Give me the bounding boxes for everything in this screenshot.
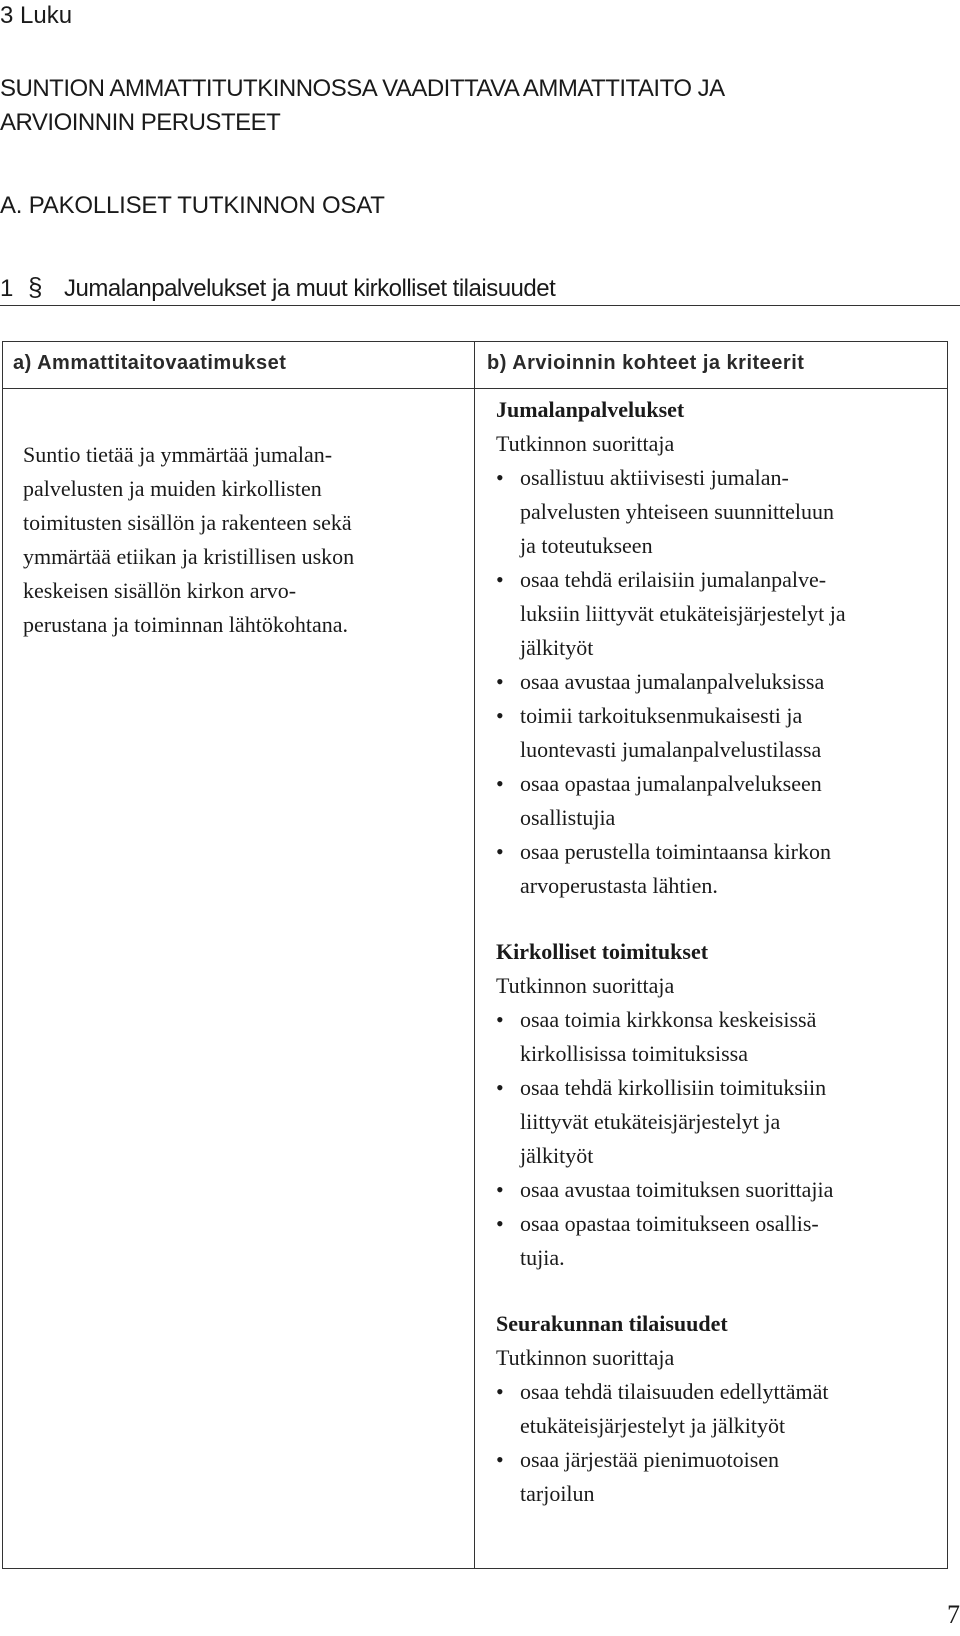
list-item xyxy=(496,1375,936,1443)
criteria-list xyxy=(496,1375,936,1511)
part-heading: A. PAKOLLISET TUTKINNON OSAT xyxy=(0,192,385,219)
list-item-line: jälkityöt xyxy=(520,635,594,660)
list-item-line: • osaa avustaa toimituksen suorittajia xyxy=(520,1177,834,1202)
group-subtitle: Tutkinnon suorittaja xyxy=(496,973,675,998)
requirements-line: perustana ja toiminnan lähtökohtana. xyxy=(23,612,349,637)
criteria-list xyxy=(496,1003,936,1275)
criteria-group-parish-events xyxy=(496,1307,936,1511)
list-item-line: • osaa opastaa toimitukseen osallis- xyxy=(520,1211,819,1236)
section-title: Jumalanpalvelukset ja muut kirkolliset tilaisuudet xyxy=(64,275,556,302)
list-item xyxy=(496,767,936,835)
criteria-list xyxy=(496,461,936,903)
criteria-column xyxy=(496,393,936,1543)
list-item xyxy=(496,835,936,903)
requirements-line: Suntio tietää ja ymmärtää jumalan- xyxy=(23,442,333,467)
list-item-line: jälkityöt xyxy=(520,1143,594,1168)
list-item-line: • toimii tarkoituksenmukaisesti ja xyxy=(520,703,803,728)
list-item-line: • osaa opastaa jumalanpalvelukseen xyxy=(520,771,822,796)
list-item-line: • osaa toimia kirkkonsa keskeisissä xyxy=(520,1007,817,1032)
list-item-line: osallistujia xyxy=(520,805,616,830)
list-item-line: tarjoilun xyxy=(520,1481,595,1506)
page-number: 7 xyxy=(947,1600,960,1629)
list-item-line: • osallistuu aktiivisesti jumalan- xyxy=(520,465,789,490)
requirements-line: toimitusten sisällön ja rakenteen sekä xyxy=(23,510,352,535)
column-header-criteria: b) Arvioinnin kohteet ja kriteerit xyxy=(487,352,805,374)
list-item-line: arvoperustasta lähtien. xyxy=(520,873,718,898)
group-title: Seurakunnan tilaisuudet xyxy=(496,1311,728,1336)
list-item xyxy=(496,1207,936,1275)
criteria-table xyxy=(2,341,948,1569)
list-item-line: kirkollisissa toimituksissa xyxy=(520,1041,748,1066)
requirements-text xyxy=(23,438,463,642)
group-subtitle: Tutkinnon suorittaja xyxy=(496,431,675,456)
requirements-line: ymmärtää etiikan ja kristillisen uskon xyxy=(23,544,355,569)
list-item-line: etukäteisjärjestelyt ja jälkityöt xyxy=(520,1413,786,1438)
column-divider xyxy=(474,342,475,1568)
section-number: 1 xyxy=(0,275,13,302)
list-item-line: luksiin liittyvät etukäteisjärjestelyt ja xyxy=(520,601,846,626)
list-item-line: • osaa järjestää pienimuotoisen xyxy=(520,1447,780,1472)
group-title: Kirkolliset toimitukset xyxy=(496,939,709,964)
list-item-line: luontevasti jumalanpalvelustilassa xyxy=(520,737,822,762)
requirements-line: keskeisen sisällön kirkon arvo- xyxy=(23,578,297,603)
list-item xyxy=(496,665,936,699)
group-title: Jumalanpalvelukset xyxy=(496,397,685,422)
list-item-line: ja toteutukseen xyxy=(520,533,653,558)
list-item xyxy=(496,1443,936,1511)
section-heading xyxy=(0,272,555,303)
list-item xyxy=(496,563,936,665)
list-item-line: • osaa avustaa jumalanpalveluksissa xyxy=(520,669,825,694)
list-item xyxy=(496,1071,936,1173)
list-item xyxy=(496,461,936,563)
section-symbol: § xyxy=(28,272,42,302)
main-title-line: ARVIOINNIN PERUSTEET xyxy=(0,109,281,136)
requirements-line: palvelusten ja muiden kirkollisten xyxy=(23,476,322,501)
group-subtitle: Tutkinnon suorittaja xyxy=(496,1345,675,1370)
list-item xyxy=(496,1003,936,1071)
list-item-line: • osaa perustella toimintaansa kirkon xyxy=(520,839,831,864)
criteria-group-ceremonies xyxy=(496,935,936,1275)
header-rule xyxy=(3,388,947,389)
main-title xyxy=(0,72,920,140)
list-item-line: liittyvät etukäteisjärjestelyt ja xyxy=(520,1109,781,1134)
list-item-line: • osaa tehdä kirkollisiin toimituksiin xyxy=(520,1075,827,1100)
list-item xyxy=(496,1173,936,1207)
list-item-line: palvelusten yhteiseen suunnitteluun xyxy=(520,499,835,524)
list-item-line: tujia. xyxy=(520,1245,565,1270)
column-header-requirements: a) Ammattitaitovaatimukset xyxy=(13,352,287,374)
list-item-line: • osaa tehdä tilaisuuden edellyttämät xyxy=(520,1379,829,1404)
criteria-group-worship xyxy=(496,393,936,903)
main-title-line: SUNTION AMMATTITUTKINNOSSA VAADITTAVA AMMATTITAITO JA xyxy=(0,75,725,102)
section-rule xyxy=(0,305,960,306)
list-item-line: • osaa tehdä erilaisiin jumalanpalve- xyxy=(520,567,827,592)
list-item xyxy=(496,699,936,767)
chapter-label: 3 Luku xyxy=(0,2,73,29)
